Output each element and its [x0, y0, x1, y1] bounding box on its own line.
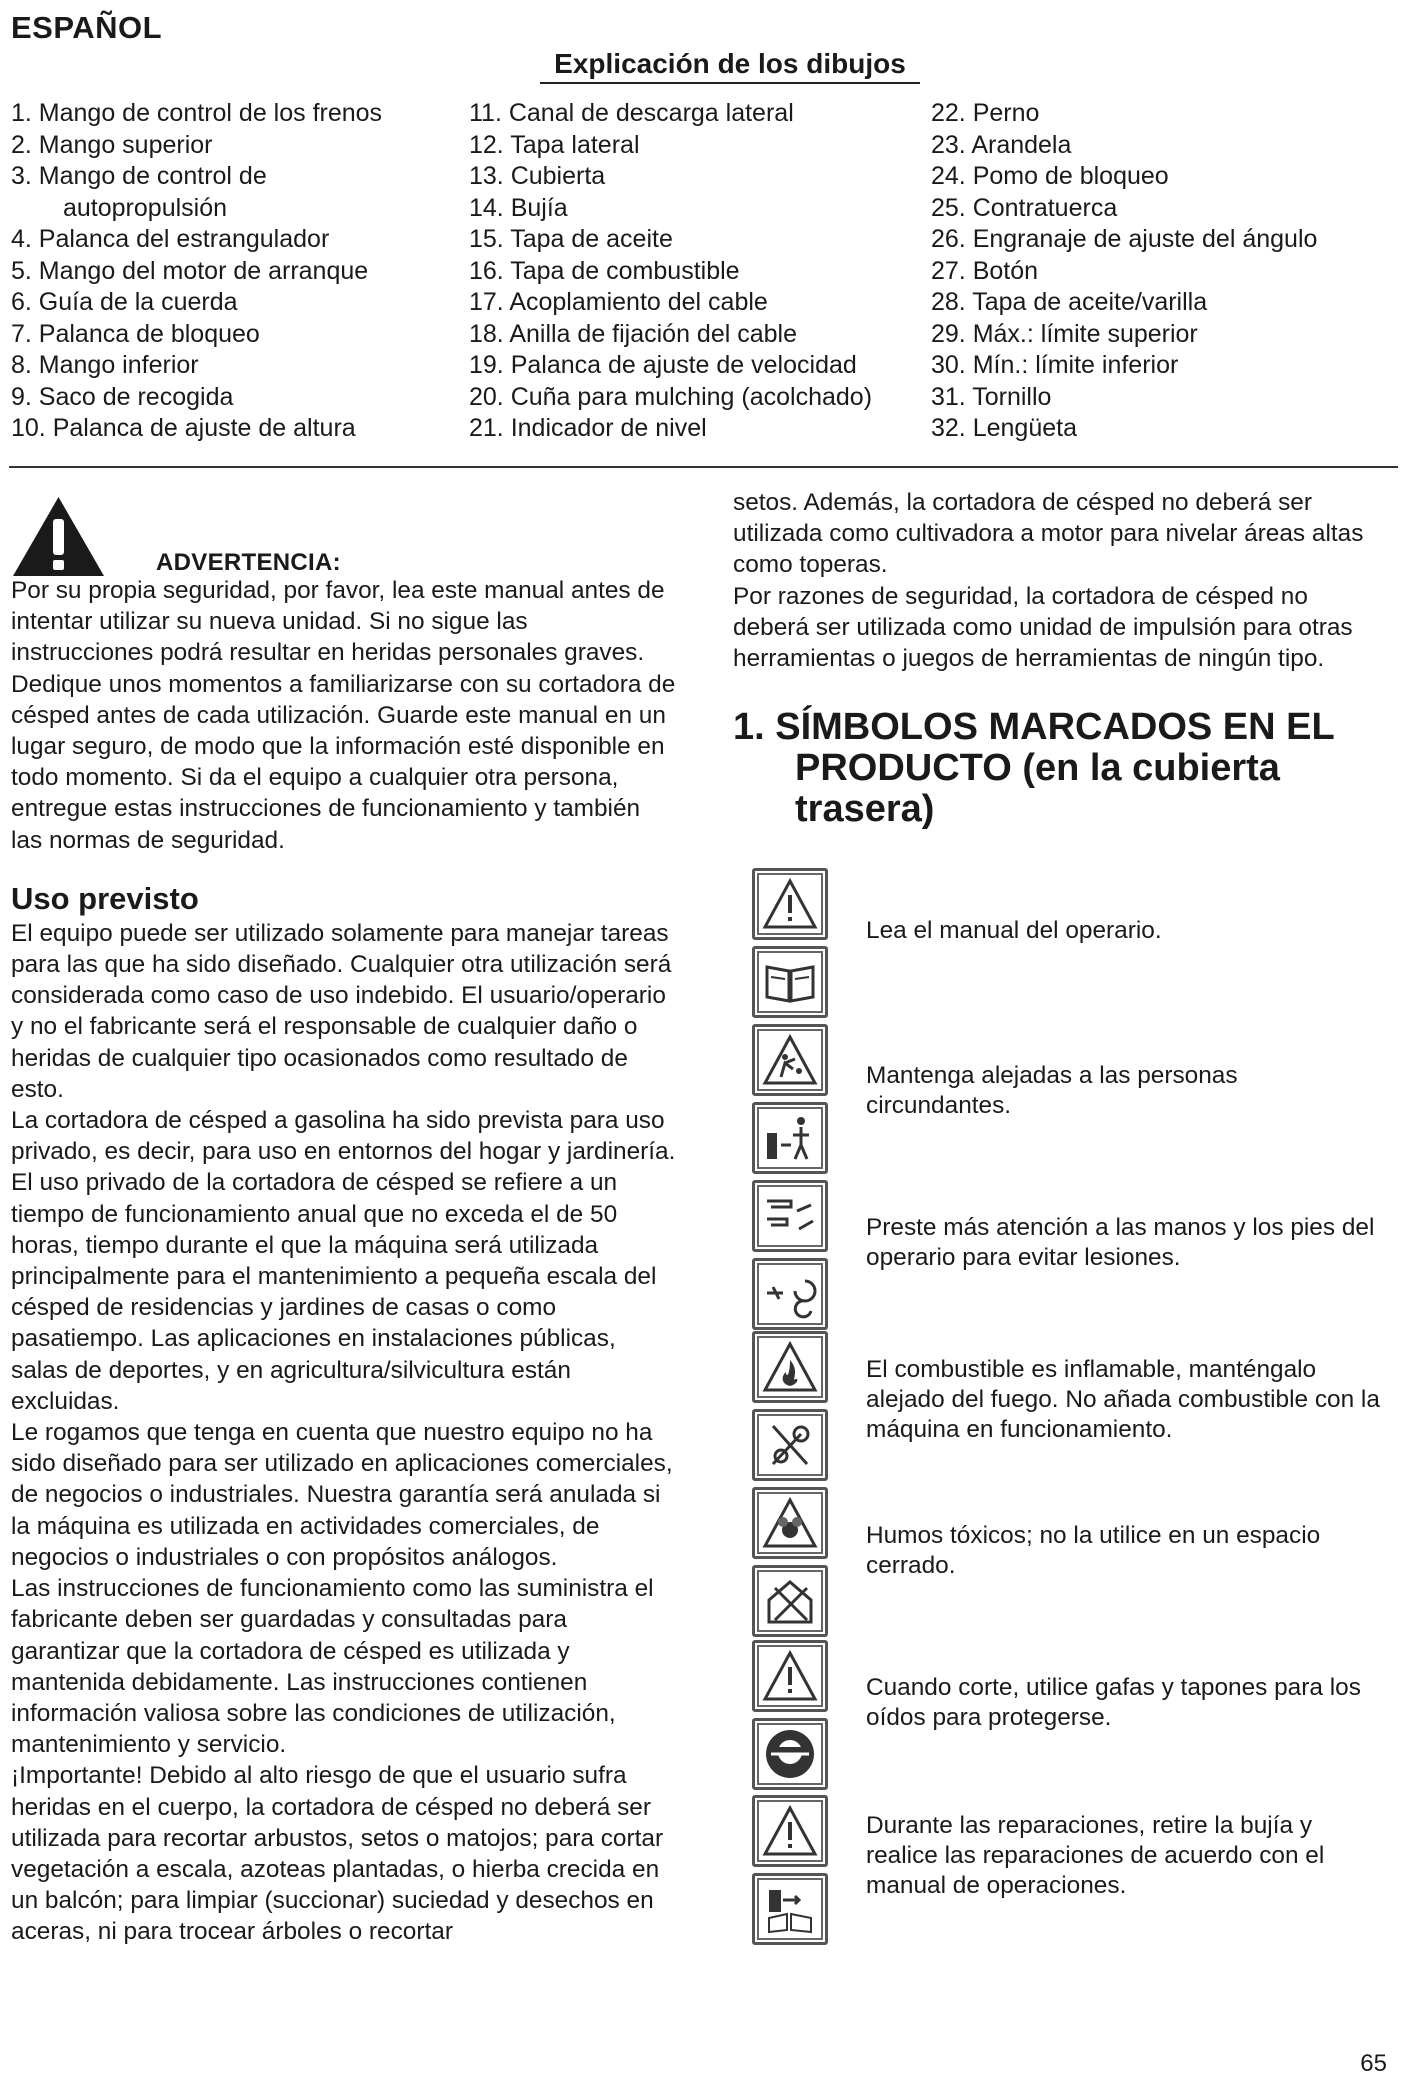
legend-item: 4. Palanca del estrangulador: [11, 225, 330, 253]
uso-paragraph: Le rogamos que tenga en cuenta que nuestro equipo no ha sido diseñado para ser utilizado en aplicaciones comerciales, de negocios o industriales. Nuestra garantía será anulada si la máquina es utilizada en actividades comerciales, de negocios o industriales o con propósitos análogos.: [11, 1419, 673, 1571]
legend-title: Explicación de los dibujos: [540, 48, 920, 84]
left-column: [11, 495, 676, 1948]
symbol-description: Cuando corte, utilice gafas y tapones para los oídos para protegerse.: [866, 1674, 1361, 1731]
section-divider: [9, 466, 1398, 468]
legend-item: 3. Mango de control de: [11, 162, 267, 190]
legend-item: 28. Tapa de aceite/varilla: [931, 288, 1208, 316]
legend-item: 1. Mango de control de los frenos: [11, 99, 383, 127]
warning-triangle-icon: [11, 495, 106, 578]
hands-feet-blade-icon: [752, 1180, 828, 1336]
language-heading: ESPAÑOL: [11, 10, 163, 45]
legend-column-2: [469, 98, 919, 445]
legend-item: 25. Contratuerca: [931, 193, 1118, 222]
legend-item: 10. Palanca de ajuste de altura: [11, 414, 356, 442]
uso-paragraph: Las instrucciones de funcionamiento como las suministra el fabricante deben ser guardadas y consultadas para garantizar que la cortadora de césped es utilizada y mantenida debidamente. Las instrucciones contienen información valiosa sobre las condiciones de utilización, mantenimiento y servicio.: [11, 1575, 654, 1759]
legend-item: 5. Mango del motor de arranque: [11, 256, 369, 285]
symbol-description: Preste más atención a las manos y los pies del operario para evitar lesiones.: [866, 1214, 1375, 1271]
symbol-description: Humos tóxicos; no la utilice en un espacio cerrado.: [866, 1522, 1321, 1579]
uso-paragraph: El equipo puede ser utilizado solamente para manejar tareas para las que ha sido diseñado. Cualquier otra utilización será considerada como caso de uso indebido. El usuario/operario y no el fabricante será el responsable de cualquier daño o heridas de cualquier tipo ocasionados como resultado de esto.: [11, 919, 672, 1103]
uso-paragraph: ¡Importante! Debido al alto riesgo de que el usuario sufra heridas en el cuerpo, la cortadora de césped no deberá ser utilizada para recortar arbustos, setos o matojos; para cortar vegetación a escala, azoteas plantadas, o hierba crecida en un balcón; para limpiar (succionar) suciedad y desechos en aceras, ni para trocear árboles o recortar: [11, 1762, 664, 1946]
warning-header: [11, 495, 676, 575]
legend-column-3: [931, 98, 1381, 445]
legend-item: 31. Tornillo: [931, 382, 1052, 411]
right-paragraph: Por razones de seguridad, la cortadora de césped no deberá ser utilizada como unidad de impulsión para otras herramientas o juegos de herramientas de ningún tipo.: [733, 582, 1353, 673]
legend-item: 11. Canal de descarga lateral: [469, 99, 794, 127]
legend-item: 24. Pomo de bloqueo: [931, 162, 1169, 190]
legend-item: 27. Botón: [931, 256, 1039, 285]
legend-item: 6. Guía de la cuerda: [11, 288, 238, 316]
warning-label: ADVERTENCIA:: [156, 549, 341, 576]
uso-paragraph: La cortadora de césped a gasolina ha sido prevista para uso privado, es decir, para uso en entornos del hogar y jardinería. El uso privado de la cortadora de césped se refiere a un tiempo de funcionamiento anual que no exceda el de 50 horas, tiempo durante el que la máquina será utilizada principalmente para el mantenimiento a pequeña escala del césped de residencias y jardines de casas o como pasatiempo. Las aplicaciones en instalaciones públicas, salas de deportes, y en agricultura/silvicultura están excluidas.: [11, 1107, 676, 1415]
section-title-line: PRODUCTO (en la cubierta: [795, 747, 1280, 789]
eye-ear-protection-icon: [752, 1640, 828, 1796]
section-title-line: trasera): [795, 788, 935, 830]
uso-previsto-heading: Uso previsto: [11, 880, 199, 916]
read-manual-icon: [752, 868, 828, 1024]
legend-item: 16. Tapa de combustible: [469, 256, 740, 285]
flammable-fuel-icon: [752, 1331, 828, 1487]
legend-item: 17. Acoplamiento del cable: [469, 288, 768, 316]
legend-item: 15. Tapa de aceite: [469, 225, 673, 253]
legend-item: 13. Cubierta: [469, 162, 606, 190]
legend-item: 20. Cuña para mulching (acolchado): [469, 382, 873, 411]
legend-item: 29. Máx.: límite superior: [931, 319, 1198, 348]
legend-item: 26. Engranaje de ajuste del ángulo: [931, 225, 1318, 253]
legend-item: 12. Tapa lateral: [469, 130, 640, 159]
warning-text: Por su propia seguridad, por favor, lea este manual antes de intentar utilizar su nueva unidad. Si no sigue las instrucciones podrá resultar en heridas personales graves. Dedique unos momentos a familiarizarse con su cortadora de césped antes de cada utilización. Guarde este manual en un lugar seguro, de modo que la información esté disponible en todo momento. Si da el equipo a cualquier otra persona, entregue estas instrucciones de funcionamiento y también las normas de seguridad.: [11, 577, 676, 854]
legend-column-1: [11, 98, 461, 445]
page-number: 65: [1360, 2050, 1387, 2077]
legend-item: autopropulsión: [63, 193, 228, 222]
section-title-line: 1. SÍMBOLOS MARCADOS EN EL: [733, 706, 1335, 748]
legend-item: 14. Bujía: [469, 193, 568, 222]
right-paragraph: setos. Además, la cortadora de césped no deberá ser utilizada como cultivadora a motor para nivelar áreas altas como toperas.: [733, 489, 1364, 579]
legend-item: 8. Mango inferior: [11, 351, 199, 379]
legend-item: 2. Mango superior: [11, 130, 213, 159]
spark-plug-repair-icon: [752, 1795, 828, 1951]
symbol-description: Mantenga alejadas a las personas circundantes.: [866, 1062, 1238, 1119]
legend-item: 22. Perno: [931, 99, 1040, 127]
right-column-text: [733, 487, 1383, 674]
legend-item: 18. Anilla de fijación del cable: [469, 319, 798, 348]
legend-item: 32. Lengüeta: [931, 414, 1077, 442]
section-title: [733, 707, 1393, 830]
symbol-description: El combustible es inflamable, manténgalo alejado del fuego. No añada combustible con la máquina en funcionamiento.: [866, 1356, 1380, 1443]
legend-item: 30. Mín.: límite inferior: [931, 351, 1179, 379]
legend-item: 21. Indicador de nivel: [469, 414, 707, 442]
symbol-description: Durante las reparaciones, retire la bujía y realice las reparaciones de acuerdo con el manual de operaciones.: [866, 1812, 1325, 1899]
legend-item: 23. Arandela: [931, 130, 1072, 159]
symbol-description: Lea el manual del operario.: [866, 917, 1162, 944]
toxic-fumes-icon: [752, 1487, 828, 1643]
legend-item: 19. Palanca de ajuste de velocidad: [469, 351, 857, 379]
legend-item: 9. Saco de recogida: [11, 382, 234, 411]
keep-bystanders-away-icon: [752, 1024, 828, 1180]
legend-item: 7. Palanca de bloqueo: [11, 319, 260, 348]
